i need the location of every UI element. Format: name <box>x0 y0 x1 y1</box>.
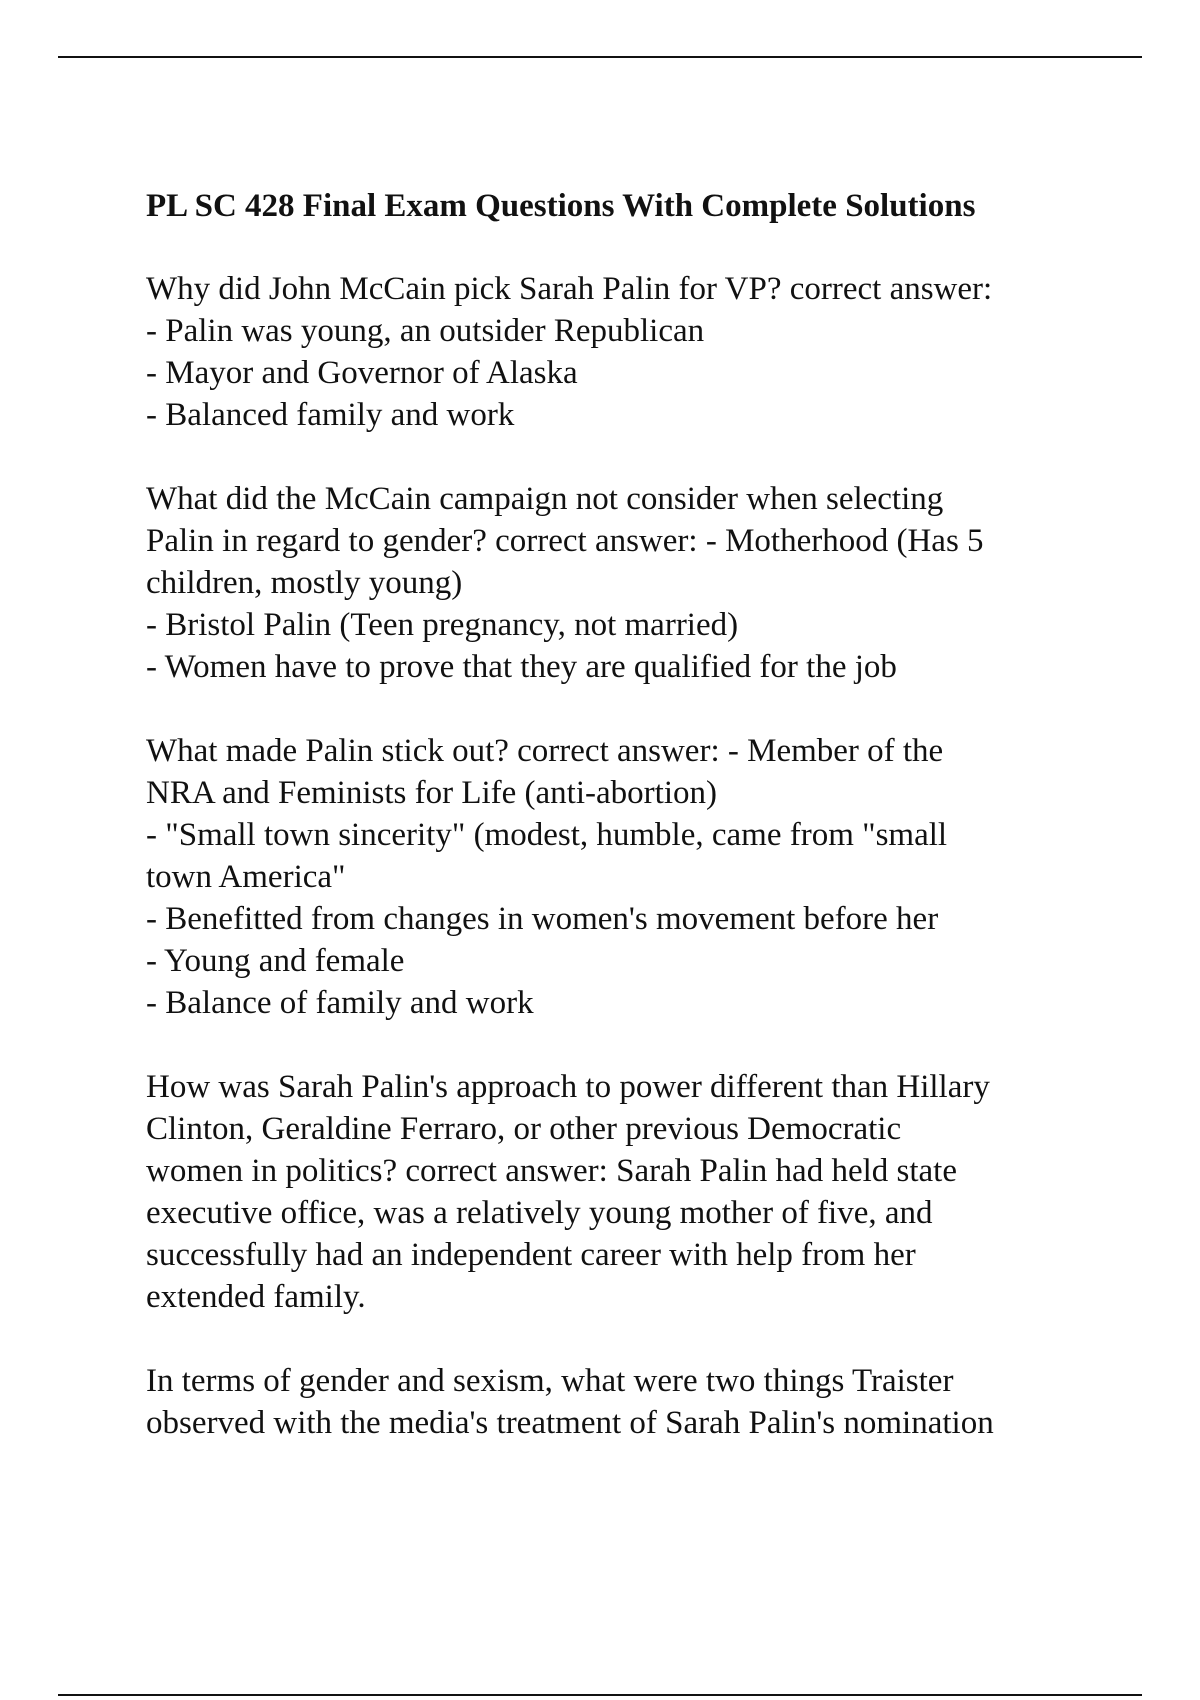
text-line: town America" <box>146 859 346 895</box>
qa-block-5 <box>146 1360 1126 1444</box>
text-line: In terms of gender and sexism, what were two things Traister <box>146 1363 954 1399</box>
text-line: - Bristol Palin (Teen pregnancy, not married) <box>146 607 739 643</box>
qa-block-4 <box>146 1066 1126 1318</box>
footer-rule <box>58 1694 1142 1696</box>
text-line: observed with the media's treatment of Sarah Palin's nomination <box>146 1405 994 1441</box>
text-line: - Mayor and Governor of Alaska <box>146 355 578 391</box>
text-line: - Palin was young, an outsider Republican <box>146 313 705 349</box>
text-line: NRA and Feminists for Life (anti-abortion) <box>146 775 717 811</box>
text-line: Clinton, Geraldine Ferraro, or other previous Democratic <box>146 1111 902 1147</box>
text-line: - Young and female <box>146 943 405 979</box>
header-rule <box>58 56 1142 58</box>
text-line: - Balanced family and work <box>146 397 515 433</box>
text-line: - Balance of family and work <box>146 985 534 1021</box>
text-line: women in politics? correct answer: Sarah Palin had held state <box>146 1153 957 1189</box>
text-line: Why did John McCain pick Sarah Palin for VP? correct answer: <box>146 271 993 307</box>
text-line: What made Palin stick out? correct answer: - Member of the <box>146 733 944 769</box>
text-line: executive office, was a relatively young mother of five, and <box>146 1195 933 1231</box>
text-line: What did the McCain campaign not consider when selecting <box>146 481 944 517</box>
qa-block-3 <box>146 730 1126 1024</box>
document-body <box>146 186 1126 1486</box>
text-line: - Women have to prove that they are qualified for the job <box>146 649 897 685</box>
text-line: How was Sarah Palin's approach to power different than Hillary <box>146 1069 990 1105</box>
qa-block-2 <box>146 478 1126 688</box>
document-title: PL SC 428 Final Exam Questions With Complete Solutions <box>146 188 976 224</box>
text-line: extended family. <box>146 1279 366 1315</box>
text-line: - "Small town sincerity" (modest, humble, came from "small <box>146 817 948 853</box>
text-line: - Benefitted from changes in women's movement before her <box>146 901 939 937</box>
text-line: Palin in regard to gender? correct answer: - Motherhood (Has 5 <box>146 523 984 559</box>
text-line: successfully had an independent career with help from her <box>146 1237 916 1273</box>
text-line: children, mostly young) <box>146 565 463 601</box>
qa-block-1 <box>146 268 1126 436</box>
